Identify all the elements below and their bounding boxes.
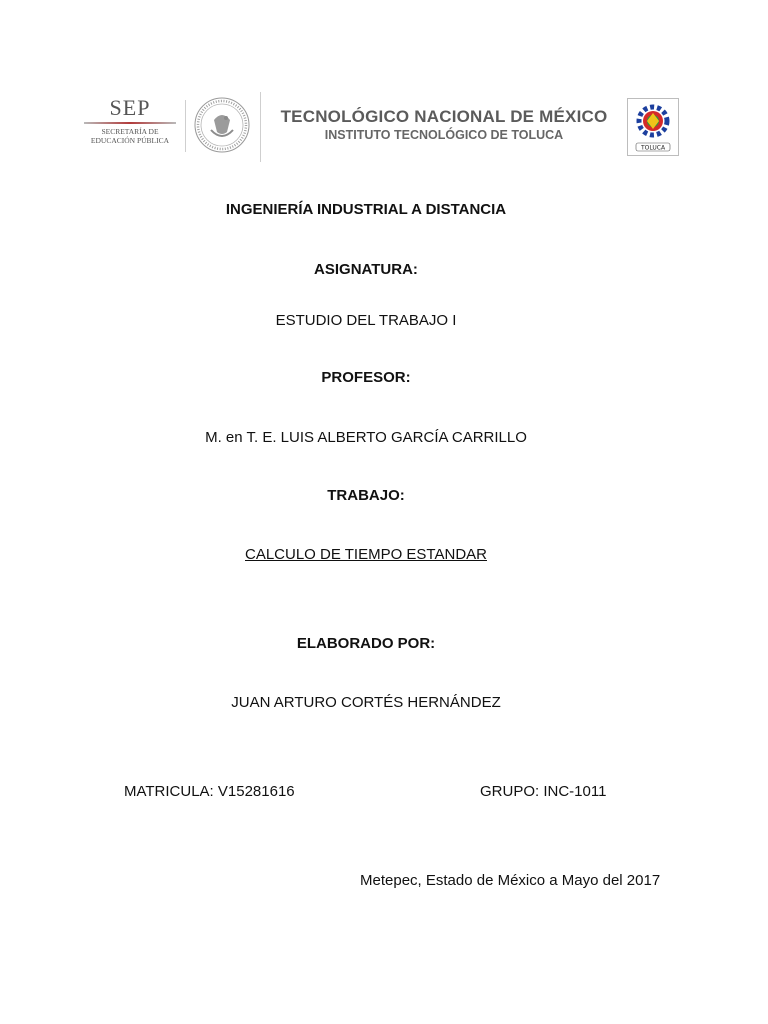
header-divider	[260, 92, 261, 162]
subject-value: ESTUDIO DEL TRABAJO I	[275, 312, 457, 329]
sep-logo	[78, 96, 182, 160]
mexican-coat-of-arms-icon	[193, 96, 251, 154]
career-title: INGENIERÍA INDUSTRIAL A DISTANCIA	[225, 201, 507, 218]
sep-logo-subtitle-2: EDUCACIÓN PÚBLICA	[90, 136, 170, 145]
professor-label: PROFESOR:	[321, 369, 411, 386]
sep-logo-title: SEP	[109, 95, 151, 120]
toluca-logo-text: TOLUCA	[640, 144, 666, 152]
toluca-logo	[627, 98, 679, 156]
subject-label: ASIGNATURA:	[314, 261, 418, 278]
tecnm-title: TECNOLÓGICO NACIONAL DE MÉXICO	[280, 107, 608, 126]
grupo: GRUPO: INC-1011	[480, 783, 607, 800]
matricula: MATRICULA: V15281616	[124, 783, 295, 800]
professor-value: M. en T. E. LUIS ALBERTO GARCÍA CARRILLO	[205, 429, 527, 446]
work-label: TRABAJO:	[327, 487, 405, 504]
tecnm-subtitle: INSTITUTO TECNOLÓGICO DE TOLUCA	[324, 128, 564, 142]
document-header	[0, 0, 768, 180]
gear-icon	[628, 99, 678, 155]
sep-logo-subtitle-1: SECRETARÍA DE	[101, 127, 159, 136]
place-date: Metepec, Estado de México a Mayo del 2017	[360, 872, 661, 889]
work-title: CALCULO DE TIEMPO ESTANDAR	[245, 546, 487, 563]
tecnm-logo	[270, 107, 618, 143]
author-value: JUAN ARTURO CORTÉS HERNÁNDEZ	[231, 694, 501, 711]
sep-logo-rule	[84, 122, 176, 124]
logo-divider	[185, 100, 186, 152]
author-label: ELABORADO POR:	[296, 635, 436, 652]
